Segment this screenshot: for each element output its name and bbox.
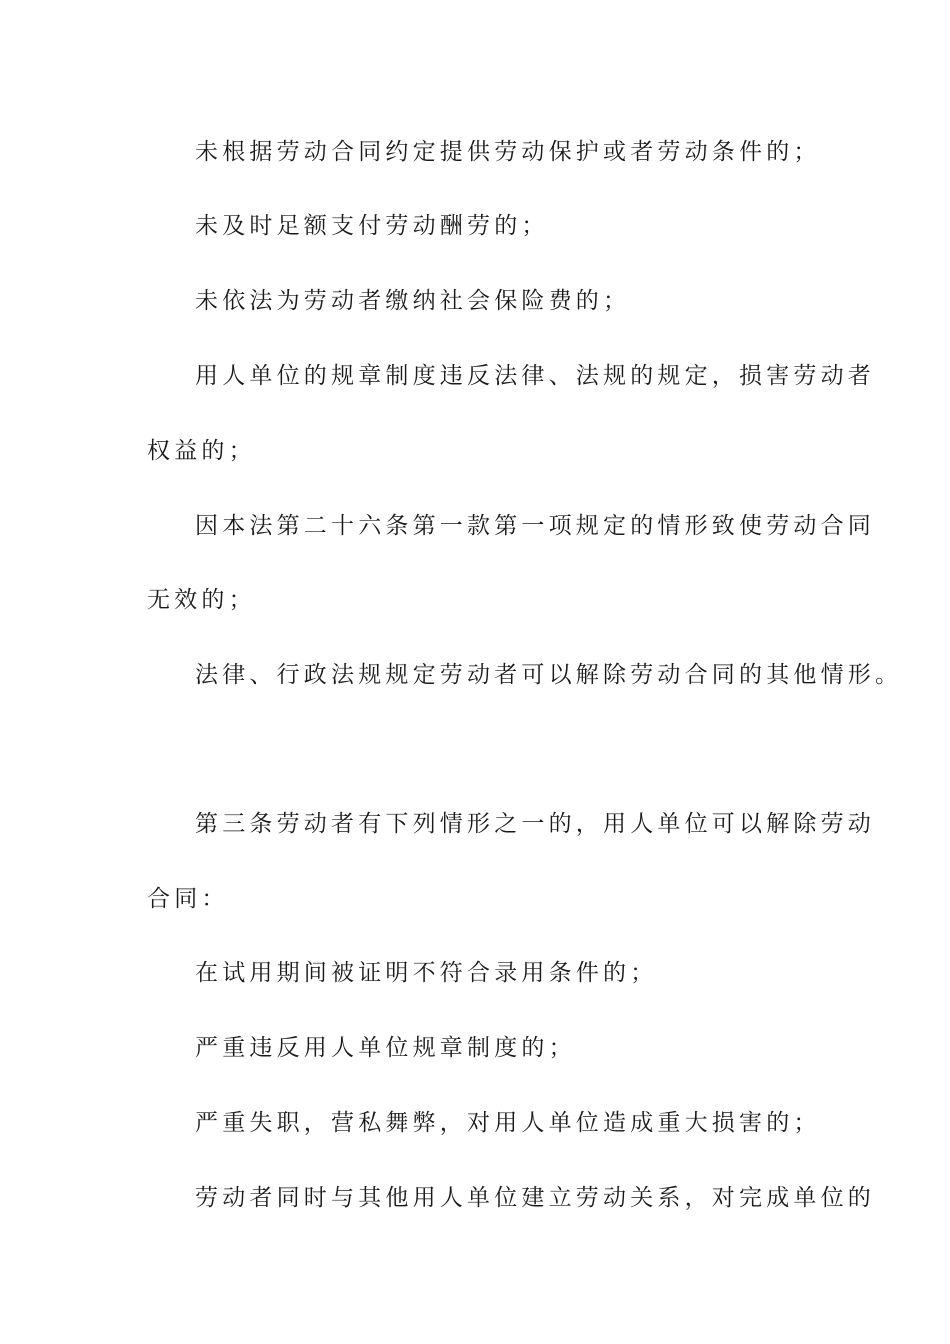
paragraph-line-continuation: 无效的；: [147, 587, 256, 613]
paragraph-line: 未及时足额支付劳动酬劳的；: [195, 213, 549, 239]
paragraph-line: 劳动者同时与其他用人单位建立劳动关系，对完成单位的: [195, 1185, 875, 1211]
paragraph-line: 未根据劳动合同约定提供劳动保护或者劳动条件的；: [195, 139, 821, 165]
paragraph-line: 因本法第二十六条第一款第一项规定的情形致使劳动合同: [195, 513, 875, 539]
paragraph-line: 法律、行政法规规定劳动者可以解除劳动合同的其他情形。: [195, 662, 903, 688]
paragraph-line-continuation: 权益的；: [147, 438, 256, 464]
paragraph-line: 未依法为劳动者缴纳社会保险费的；: [195, 288, 631, 314]
paragraph-line-continuation: 合同：: [147, 886, 229, 912]
paragraph-line: 在试用期间被证明不符合录用条件的；: [195, 960, 658, 986]
paragraph-line: 用人单位的规章制度违反法律、法规的规定，损害劳动者: [195, 363, 875, 389]
paragraph-line: 严重失职，营私舞弊，对用人单位造成重大损害的；: [195, 1110, 821, 1136]
paragraph-line: 严重违反用人单位规章制度的；: [195, 1035, 576, 1061]
paragraph-line: 第三条劳动者有下列情形之一的，用人单位可以解除劳动: [195, 811, 875, 837]
